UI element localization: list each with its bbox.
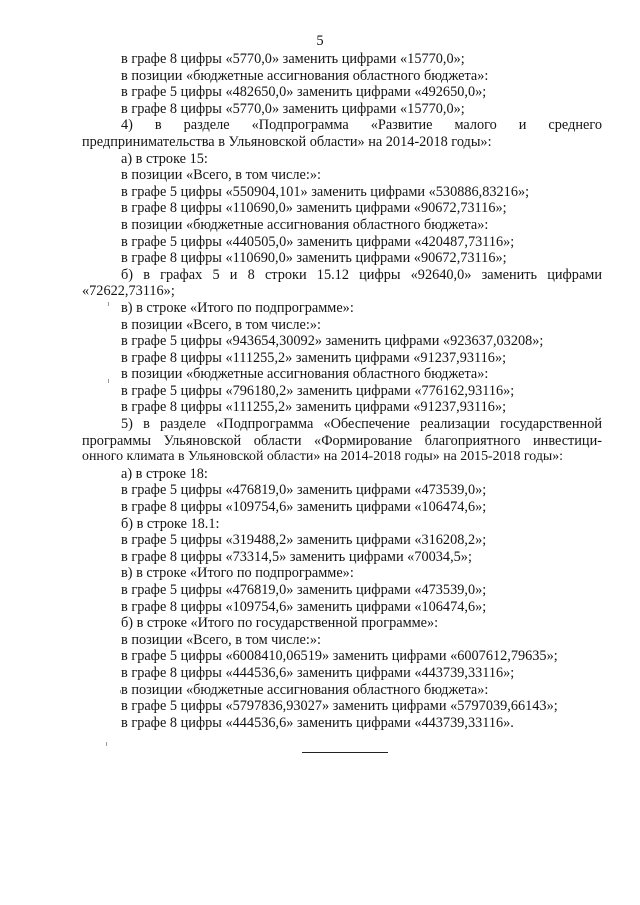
scan-speck: [120, 690, 121, 693]
text-line: а) в строке 18:: [121, 465, 208, 482]
text-line: 4) в разделе «Подпрограмма «Развитие малого и среднего: [121, 117, 602, 134]
text-line: в графе 5 цифры «476819,0» заменить цифрами «473539,0»;: [121, 482, 487, 499]
text-line: в) в строке «Итого по подпрограмме»:: [121, 565, 354, 582]
text-line: в графе 8 цифры «73314,5» заменить цифрами «70034,5»;: [121, 548, 472, 565]
text-line: в позиции «бюджетные ассигнования областного бюджета»:: [121, 67, 489, 84]
text-line: в графе 8 цифры «444536,6» заменить цифрами «443739,33116»;: [121, 664, 515, 681]
text-line: в графе 8 цифры «109754,6» заменить цифрами «106474,6»;: [121, 499, 487, 516]
text-line: «72622,73116»;: [82, 283, 175, 300]
end-rule: [302, 752, 388, 753]
text-line: в графе 5 цифры «943654,30092» заменить цифрами «923637,03208»;: [121, 333, 544, 350]
text-line: онного климата в Ульяновской области» на 2014-2018 годы» на 2015-2018 годы»:: [82, 449, 564, 465]
text-line: в графе 8 цифры «111255,2» заменить цифрами «91237,93116»;: [121, 349, 507, 366]
text-line: в графе 8 цифры «110690,0» заменить цифрами «90672,73116»;: [121, 200, 507, 217]
text-line: программы Ульяновской области «Формирование благоприятного инвестици-: [82, 432, 602, 449]
text-line: в графе 5 цифры «440505,0» заменить цифрами «420487,73116»;: [121, 233, 515, 250]
text-line: в позиции «бюджетные ассигнования областного бюджета»:: [121, 366, 489, 383]
text-line: в позиции «Всего, в том числе:»:: [121, 167, 321, 184]
text-line: б) в графах 5 и 8 строки 15.12 цифры «92640,0» заменить цифрами: [121, 266, 602, 283]
text-line: предпринимательства в Ульяновской области» на 2014-2018 годы»:: [82, 133, 492, 150]
text-line: в графе 5 цифры «319488,2» заменить цифрами «316208,2»;: [121, 532, 487, 549]
text-line: в графе 5 цифры «550904,101» заменить цифрами «530886,83216»;: [121, 183, 530, 200]
text-line: в позиции «бюджетные ассигнования областного бюджета»:: [121, 216, 489, 233]
amendment-text: [82, 51, 602, 731]
text-line: в графе 5 цифры «796180,2» заменить цифрами «776162,93116»;: [121, 382, 515, 399]
text-line: в графе 5 цифры «476819,0» заменить цифрами «473539,0»;: [121, 582, 487, 598]
text-line: в графе 8 цифры «5770,0» заменить цифрами «15770,0»;: [121, 100, 465, 117]
scan-speck: [108, 302, 109, 306]
text-line: в) в строке «Итого по подпрограмме»:: [121, 299, 354, 316]
text-line: а) в строке 15:: [121, 150, 208, 167]
text-line: в графе 8 цифры «109754,6» заменить цифрами «106474,6»;: [121, 598, 487, 615]
text-line: б) в строке 18.1:: [121, 515, 220, 532]
text-line: в графе 5 цифры «6008410,06519» заменить цифрами «6007612,79635»;: [121, 648, 558, 665]
scan-speck: [106, 742, 107, 746]
text-line: в графе 5 цифры «5797836,93027» заменить цифрами «5797039,66143»;: [121, 698, 558, 715]
text-line: в графе 8 цифры «444536,6» заменить цифрами «443739,33116».: [121, 714, 514, 731]
text-line: 5) в разделе «Подпрограмма «Обеспечение реализации государственной: [121, 416, 602, 433]
text-line: б) в строке «Итого по государственной программе»:: [121, 615, 439, 632]
text-line: в позиции «Всего, в том числе:»:: [121, 631, 321, 648]
text-line: в графе 8 цифры «111255,2» заменить цифрами «91237,93116»;: [121, 399, 507, 416]
page-number: 5: [316, 33, 324, 49]
scan-speck: [108, 379, 109, 383]
text-line: в позиции «бюджетные ассигнования областного бюджета»:: [121, 681, 489, 698]
text-line: в позиции «Всего, в том числе:»:: [121, 316, 321, 333]
text-line: в графе 8 цифры «5770,0» заменить цифрами «15770,0»;: [121, 51, 465, 67]
text-line: в графе 5 цифры «482650,0» заменить цифрами «492650,0»;: [121, 84, 487, 101]
text-line: в графе 8 цифры «110690,0» заменить цифрами «90672,73116»;: [121, 250, 507, 267]
